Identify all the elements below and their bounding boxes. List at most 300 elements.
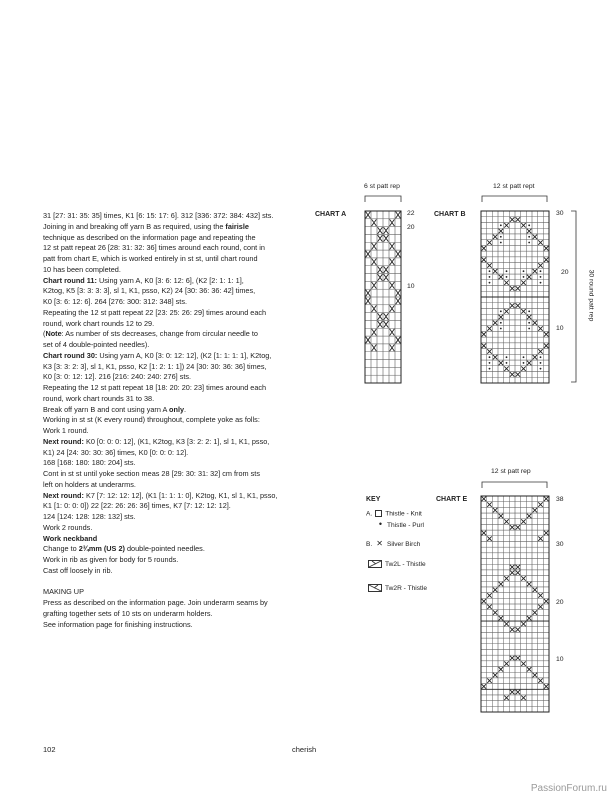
chart-cell [515,331,521,337]
chart-cell [515,245,521,251]
chart-cell [509,326,515,332]
chart-cell [538,644,544,650]
chart-a-repeat-label: 6 st patt rep [364,183,400,190]
stitch-cross [510,565,514,569]
chart-cell [543,667,549,673]
chart-cell [481,519,487,525]
stitch-cross [482,599,486,603]
chart-cell [538,291,544,297]
chart-cell [504,524,510,530]
stitch-cross [396,251,401,258]
chart-cell [532,547,538,553]
chart-cell [504,649,510,655]
chart-cell [538,496,544,502]
chart-cell [504,326,510,332]
text-line: round, work chart rounds 12 to 29. [43,318,155,328]
chart-cell [481,366,487,372]
chart-cell [532,576,538,582]
stitch-cross [521,622,525,626]
chart-cell [498,570,504,576]
chart-cell [504,530,510,536]
text-line: K2tog, K5 [3: 3: 3: 3], sl 1, K1, psso, K2) 24 [30: 36: 36: 42] times, [43,286,256,296]
chart-cell [521,349,527,355]
chart-cell [383,328,389,336]
chart-cell [509,576,515,582]
stitch-cross [516,570,520,574]
chart-cell [481,211,487,217]
stitch-cross [516,217,520,222]
chart-cell [543,274,549,280]
chart-cell [498,576,504,582]
chart-cell [492,257,498,263]
chart-cell [509,684,515,690]
chart-cell [492,337,498,343]
chart-cell [515,291,521,297]
chart-cell [498,524,504,530]
chart-cell [521,547,527,553]
chart-cell [395,305,401,313]
chart-a-row-10: 10 [407,283,415,290]
stitch-cross [487,263,491,268]
chart-cell [504,547,510,553]
chart-cell [395,360,401,368]
chart-cell [526,661,532,667]
chart-cell [492,377,498,383]
chart-cell [543,604,549,610]
chart-cell [492,627,498,633]
chart-cell [532,308,538,314]
chart-cell [543,268,549,274]
chart-e-repeat-label: 12 st patt rep [491,468,531,475]
chart-cell [481,228,487,234]
chart-cell [504,211,510,217]
chart-cell [498,547,504,553]
chart-cell [395,352,401,360]
chart-cell [498,598,504,604]
chart-cell [492,581,498,587]
chart-cell [492,695,498,701]
chart-e-repeat-bracket [481,479,549,489]
chart-cell [532,360,538,366]
chart-cell [504,672,510,678]
stitch-cross [396,337,401,344]
chart-cell [526,217,532,223]
chart-cell [515,496,521,502]
chart-cell [526,553,532,559]
chart-cell [543,228,549,234]
chart-cell [481,615,487,621]
chart-cell [365,219,371,227]
chart-cell [492,564,498,570]
chart-cell [515,610,521,616]
chart-cell [492,519,498,525]
stitch-cross [516,525,520,529]
chart-cell [515,507,521,513]
chart-cell [481,695,487,701]
chart-cell [487,644,493,650]
chart-cell [538,553,544,559]
chart-cell [538,632,544,638]
chart-cell [538,519,544,525]
stitch-cross [378,227,383,234]
text-line: Joining in and breaking off yarn B as required, using the fairisle [43,221,249,231]
chart-cell [509,519,515,525]
chart-cell [526,502,532,508]
chart-cell [504,286,510,292]
chart-cell [498,541,504,547]
chart-cell [521,678,527,684]
chart-cell [521,240,527,246]
chart-cell [481,337,487,343]
chart-cell [509,222,515,228]
chart-cell [492,684,498,690]
chart-cell [371,274,377,282]
chart-cell [371,360,377,368]
chart-cell [521,638,527,644]
chart-cell [395,266,401,274]
chart-cell [515,222,521,228]
chart-b-round-bracket [570,210,580,384]
chart-cell [487,627,493,633]
chart-cell [504,581,510,587]
text-line: K1 [1: 0: 0: 0]) 22 [22: 26: 26: 36] times, K7 [7: 12: 12: 12]. [43,501,231,511]
chart-cell [515,228,521,234]
stitch-dot [523,362,525,364]
chart-cell [532,291,538,297]
chart-cell [526,598,532,604]
chart-cell [538,689,544,695]
stitch-cross [499,275,503,280]
chart-cell [538,638,544,644]
chart-cell [515,337,521,343]
chart-cell [532,314,538,320]
chart-cell [365,281,371,289]
chart-e-title: CHART E [436,496,468,503]
chart-cell [492,541,498,547]
chart-cell [504,496,510,502]
chart-cell [538,507,544,513]
chart-cell [365,313,371,321]
chart-cell [538,621,544,627]
stitch-cross [493,235,497,240]
chart-cell [515,343,521,349]
stitch-cross [538,536,542,540]
key-thistle-knit-label: Thistle - Knit [385,510,422,518]
purl-dot-icon: • [378,519,383,529]
stitch-cross [516,372,520,377]
chart-cell [538,314,544,320]
chart-cell [487,524,493,530]
stitch-cross [504,223,508,228]
chart-cell [526,251,532,257]
stitch-cross [533,610,537,614]
stitch-cross [493,508,497,512]
stitch-cross [538,240,542,245]
stitch-cross [493,269,497,274]
chart-cell [395,375,401,383]
chart-cell [498,286,504,292]
chart-cell [371,289,377,297]
chart-cell [532,524,538,530]
stitch-dot [500,236,502,238]
chart-cell [487,667,493,673]
chart-cell [498,684,504,690]
chart-cell [526,297,532,303]
chart-cell [395,258,401,266]
chart-cell [543,507,549,513]
stitch-dot [528,242,530,244]
chart-cell [509,615,515,621]
chart-cell [365,344,371,352]
chart-cell [509,530,515,536]
chart-cell [365,234,371,242]
text-line: Work 2 rounds. [43,522,93,532]
chart-cell [515,257,521,263]
key-yarn-b [366,539,420,548]
stitch-cross [521,519,525,523]
chart-cell [504,615,510,621]
chart-cell [543,303,549,309]
stitch-cross [504,519,508,523]
stitch-cross [510,217,514,222]
chart-cell [532,678,538,684]
chart-cell [492,701,498,707]
chart-cell [521,644,527,650]
chart-cell [498,587,504,593]
chart-cell [395,320,401,328]
stitch-cross [378,274,383,281]
chart-cell [377,250,383,258]
chart-cell [509,245,515,251]
chart-cell [492,547,498,553]
chart-cell [526,536,532,542]
chart-cell [526,695,532,701]
stitch-cross [390,282,395,289]
stitch-cross [533,321,537,326]
chart-cell [504,667,510,673]
stitch-dot [489,368,491,370]
stitch-cross [390,219,395,226]
chart-cell [509,377,515,383]
chart-cell [383,367,389,375]
chart-cell [498,343,504,349]
text-line: 168 [168: 180: 180: 204] sts. [43,458,136,468]
chart-cell [526,649,532,655]
chart-cell [504,701,510,707]
chart-cell [377,336,383,344]
stitch-cross [504,576,508,580]
chart-cell [389,336,395,344]
chart-cell [509,587,515,593]
chart-cell [521,286,527,292]
chart-cell [515,541,521,547]
chart-cell [481,564,487,570]
chart-cell [504,228,510,234]
stitch-cross [538,593,542,597]
chart-cell [521,581,527,587]
chart-cell [487,372,493,378]
chart-cell [526,280,532,286]
chart-cell [526,541,532,547]
key-tw2r-label: Tw2R - Thistle [385,584,428,592]
chart-cell [389,313,395,321]
chart-cell [521,655,527,661]
chart-cell [521,291,527,297]
chart-cell [532,627,538,633]
chart-cell [487,291,493,297]
chart-cell [515,268,521,274]
stitch-cross [527,582,531,586]
chart-cell [543,211,549,217]
chart-cell [481,536,487,542]
chart-cell [492,308,498,314]
chart-cell [515,308,521,314]
chart-cell [538,661,544,667]
chart-cell [365,360,371,368]
stitch-cross [482,257,486,262]
chart-cell [487,570,493,576]
stitch-cross [510,372,514,377]
stitch-cross [384,227,389,234]
chart-cell [504,632,510,638]
chart-cell [543,222,549,228]
chart-cell [383,211,389,219]
stitch-cross [504,696,508,700]
chart-cell [365,227,371,235]
chart-cell [389,234,395,242]
stitch-cross [521,309,525,314]
chart-cell [509,621,515,627]
chart-cell [543,349,549,355]
chart-cell [521,564,527,570]
stitch-cross [544,332,548,337]
chart-cell [538,587,544,593]
magazine-name: cherish [292,745,317,754]
chart-cell [526,701,532,707]
chart-cell [498,632,504,638]
chart-cell [538,627,544,633]
chart-cell [492,297,498,303]
chart-b-title: CHART B [434,211,466,218]
chart-cell [543,519,549,525]
chart-cell [521,615,527,621]
stitch-cross [384,235,389,242]
chart-cell [538,701,544,707]
chart-cell [487,649,493,655]
stitch-cross [482,684,486,688]
chart-cell [389,352,395,360]
chart-cell [481,360,487,366]
stitch-cross [396,290,401,297]
chart-e-grid [480,495,550,713]
stitch-dot [500,310,502,312]
chart-cell [521,251,527,257]
chart-cell [532,581,538,587]
chart-cell [365,266,371,274]
stitch-cross [499,582,503,586]
chart-cell [389,250,395,258]
chart-cell [481,667,487,673]
text-line: left on holders at underarms. [43,479,136,489]
chart-cell [487,297,493,303]
stitch-cross [538,605,542,609]
chart-cell [498,610,504,616]
chart-cell [526,644,532,650]
stitch-cross [372,282,377,289]
chart-cell [543,564,549,570]
stitch-cross [487,502,491,506]
chart-cell [383,352,389,360]
stitch-cross [390,345,395,352]
chart-cell [498,372,504,378]
chart-cell [487,559,493,565]
chart-a-row-20: 20 [407,224,415,231]
chart-cell [487,621,493,627]
chart-cell [521,372,527,378]
chart-cell [509,240,515,246]
chart-cell [383,305,389,313]
chart-cell [521,689,527,695]
chart-cell [538,257,544,263]
chart-cell [487,661,493,667]
chart-cell [492,706,498,712]
chart-cell [383,242,389,250]
chart-cell [538,320,544,326]
stitch-cross [510,656,514,660]
chart-cell [498,337,504,343]
chart-cell [532,228,538,234]
stitch-dot [506,362,508,364]
chart-cell [487,684,493,690]
stitch-dot [489,270,491,272]
chart-cell [538,598,544,604]
chart-cell [532,240,538,246]
chart-cell [481,559,487,565]
chart-cell [532,661,538,667]
chart-cell [509,541,515,547]
chart-cell [515,621,521,627]
chart-cell [543,326,549,332]
chart-cell [504,638,510,644]
text-line: MAKING UP [43,587,84,597]
chart-cell [538,228,544,234]
chart-cell [521,502,527,508]
chart-cell [515,320,521,326]
chart-cell [377,360,383,368]
chart-cell [383,258,389,266]
key-tw2l-label: Tw2L - Thistle [385,560,426,568]
chart-cell [538,372,544,378]
chart-cell [487,587,493,593]
chart-cell [481,513,487,519]
chart-a-repeat-bracket [364,193,404,203]
page-number: 102 [43,745,56,754]
chart-cell [498,638,504,644]
chart-cell [509,337,515,343]
chart-cell [492,274,498,280]
tw2l-icon [368,560,382,568]
chart-cell [492,632,498,638]
chart-cell [543,291,549,297]
chart-cell [543,372,549,378]
chart-cell [538,615,544,621]
stitch-dot [500,322,502,324]
chart-cell [481,372,487,378]
chart-cell [383,250,389,258]
text-line: patt from chart E, which is worked entirely in st st, until chart round [43,254,258,263]
chart-cell [543,621,549,627]
chart-cell [498,331,504,337]
